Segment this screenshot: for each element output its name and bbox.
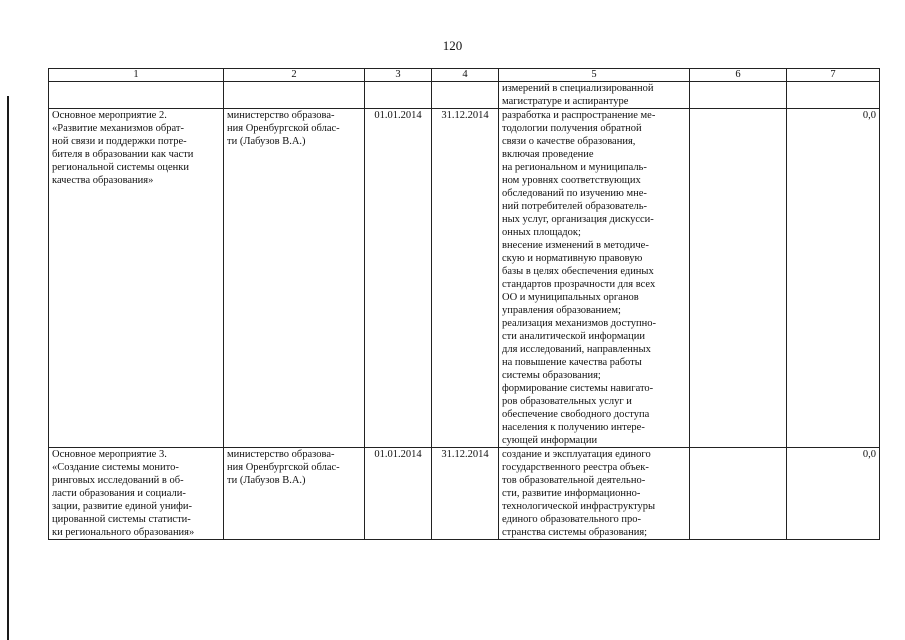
table-header-row	[49, 69, 880, 82]
result-line: разработка и распространение ме-	[502, 110, 656, 121]
table-row	[49, 448, 880, 540]
result-line: ний потребителей образователь-	[502, 201, 648, 212]
result-line: внесение изменений в методиче-	[502, 240, 649, 251]
result-line: обеспечение свободного доступа	[502, 409, 650, 420]
result-cell	[499, 448, 690, 540]
result-line: формирование системы навигато-	[502, 383, 654, 394]
result-line: управления образованием;	[502, 305, 621, 316]
result-line: для исследований, направленных	[502, 344, 651, 355]
value-cell: 0,0	[787, 109, 880, 448]
header-cell-6: 6	[690, 69, 787, 82]
result-line: на региональном и муниципаль-	[502, 162, 647, 173]
value-cell	[787, 82, 880, 109]
result-line: базы в целях обеспечения единых	[502, 266, 654, 277]
result-line: странства системы образования;	[502, 527, 648, 538]
result-line: стандартов прозрачности для всех	[502, 279, 656, 290]
program-table	[48, 68, 880, 540]
responsible-cell	[224, 82, 365, 109]
result-line: тодологии получения обратной	[502, 123, 642, 134]
header-cell-2: 2	[224, 69, 365, 82]
activity-line: ной связи и поддержки потре-	[52, 136, 187, 147]
end-date-cell: 31.12.2014	[432, 448, 499, 540]
activity-line: бителя в образовании как части	[52, 149, 194, 160]
result-line: измерений в специализированной	[502, 83, 654, 94]
result-line: населения к получению интере-	[502, 422, 645, 433]
result-line: ном уровнях соответствующих	[502, 175, 641, 186]
activity-name-cell	[49, 82, 224, 109]
end-date-cell	[432, 82, 499, 109]
result-line: технологической инфраструктуры	[502, 501, 656, 512]
value-cell: 0,0	[787, 448, 880, 540]
activity-line: Основное мероприятие 3.	[52, 449, 167, 460]
activity-line: ринговых исследований в об-	[52, 475, 184, 486]
page-number: 120	[442, 38, 463, 53]
result-line: онных площадок;	[502, 227, 581, 238]
end-date-cell: 31.12.2014	[432, 109, 499, 448]
responsible-line: министерство образова-	[227, 110, 335, 121]
result-line: включая проведение	[502, 149, 594, 160]
scan-edge-line	[7, 96, 9, 640]
responsible-line: ния Оренбургской облас-	[227, 123, 340, 134]
result-line: сующей информации	[502, 435, 598, 446]
activity-name-cell	[49, 448, 224, 540]
result-line: реализация механизмов доступно-	[502, 318, 657, 329]
activity-line: ласти образования и социали-	[52, 488, 186, 499]
header-cell-3: 3	[365, 69, 432, 82]
header-cell-5: 5	[499, 69, 690, 82]
result-line: сти, развитие информационно-	[502, 488, 641, 499]
activity-line: «Создание системы монито-	[52, 462, 179, 473]
column-6-cell	[690, 109, 787, 448]
header-cell-7: 7	[787, 69, 880, 82]
result-line: ОО и муниципальных органов	[502, 292, 639, 303]
activity-line: зации, развитие единой унифи-	[52, 501, 193, 512]
responsible-line: ти (Лабузов В.А.)	[227, 136, 306, 147]
result-line: сти аналитической информации	[502, 331, 645, 342]
column-6-cell	[690, 448, 787, 540]
result-line: ных услуг, организация дискусси-	[502, 214, 654, 225]
responsible-cell	[224, 109, 365, 448]
column-6-cell	[690, 82, 787, 109]
start-date-cell	[365, 82, 432, 109]
result-line: государственного реестра объек-	[502, 462, 649, 473]
activity-name-cell	[49, 109, 224, 448]
result-line: связи о качестве образования,	[502, 136, 636, 147]
result-line: на повышение качества работы	[502, 357, 642, 368]
header-cell-1: 1	[49, 69, 224, 82]
result-line: создание и эксплуатация единого	[502, 449, 651, 460]
table-row	[49, 109, 880, 448]
result-line: обследований по изучению мне-	[502, 188, 647, 199]
responsible-line: ти (Лабузов В.А.)	[227, 475, 306, 486]
header-cell-4: 4	[432, 69, 499, 82]
result-line: единого образовательного про-	[502, 514, 642, 525]
result-line: скую и нормативную правовую	[502, 253, 643, 264]
result-line: системы образования;	[502, 370, 601, 381]
responsible-line: ния Оренбургской облас-	[227, 462, 340, 473]
responsible-line: министерство образова-	[227, 449, 335, 460]
activity-line: Основное мероприятие 2.	[52, 110, 167, 121]
activity-line: «Развитие механизмов обрат-	[52, 123, 184, 134]
responsible-cell	[224, 448, 365, 540]
start-date-cell: 01.01.2014	[365, 448, 432, 540]
result-line: магистратуре и аспирантуре	[502, 96, 629, 107]
result-cell	[499, 82, 690, 109]
activity-line: качества образования»	[52, 175, 154, 186]
result-line: тов образовательной деятельно-	[502, 475, 646, 486]
start-date-cell: 01.01.2014	[365, 109, 432, 448]
result-line: ров образовательных услуг и	[502, 396, 632, 407]
table-row	[49, 82, 880, 109]
result-cell	[499, 109, 690, 448]
activity-line: ки регионального образования»	[52, 527, 195, 538]
activity-line: региональной системы оценки	[52, 162, 189, 173]
activity-line: цированной системы статисти-	[52, 514, 191, 525]
